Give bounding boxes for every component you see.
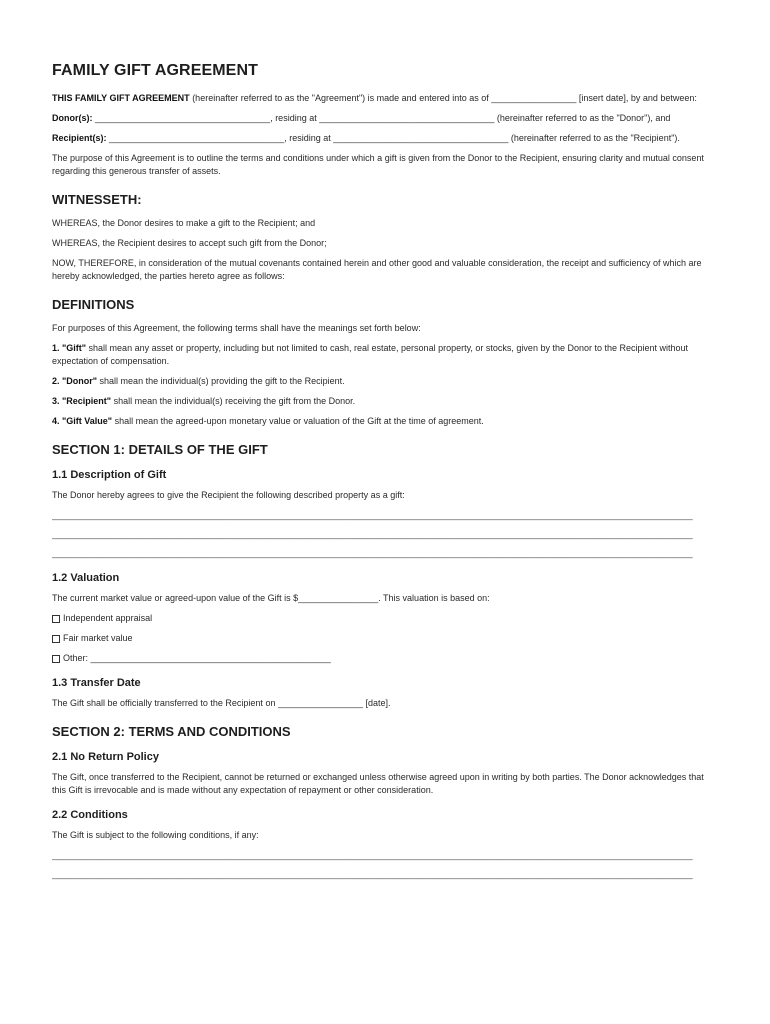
document-page bbox=[52, 62, 720, 887]
definition-text: shall mean the individual(s) providing the gift to the Recipient. bbox=[97, 376, 345, 386]
section-2-2-heading: 2.2 Conditions bbox=[52, 809, 128, 821]
whereas-1: WHEREAS, the Donor desires to make a gift to the Recipient; and bbox=[52, 218, 316, 228]
definition-text: shall mean the individual(s) receiving the gift from the Donor. bbox=[111, 396, 356, 406]
now-therefore: NOW, THEREFORE, in consideration of the mutual covenants contained herein and other good and valuable consideration, the receipt and sufficiency of which are hereby acknowledged, the parties hereto agree as follows: bbox=[52, 258, 702, 281]
section2-heading: SECTION 2: TERMS AND CONDITIONS bbox=[52, 724, 291, 739]
recipient-paragraph bbox=[52, 132, 720, 145]
section1-heading: SECTION 1: DETAILS OF THE GIFT bbox=[52, 442, 268, 457]
definition-term: 4. "Gift Value" bbox=[52, 416, 113, 426]
checkbox-icon[interactable] bbox=[52, 655, 60, 663]
section-2-1-heading: 2.1 No Return Policy bbox=[52, 751, 159, 763]
definition-item bbox=[52, 375, 720, 388]
section-1-1-text: The Donor hereby agrees to give the Recipient the following described property as a gift: bbox=[52, 490, 405, 500]
option-label: Independent appraisal bbox=[63, 613, 153, 623]
recipient-text: ___________________________________, residing at ___________________________________ (hereinafter referred to as the "Recipient"). bbox=[106, 133, 680, 143]
checkbox-icon[interactable] bbox=[52, 615, 60, 623]
purpose-paragraph: The purpose of this Agreement is to outline the terms and conditions under which a gift is given from the Donor to the Recipient, ensuring clarity and mutual consent regarding this generous transfer of assets. bbox=[52, 153, 704, 176]
conditions-line-2[interactable]: ________________________________________________________________________________________________________________________________ bbox=[52, 869, 693, 879]
section-1-1-heading: 1.1 Description of Gift bbox=[52, 469, 167, 481]
transfer-date-text: The Gift shall be officially transferred to the Recipient on _________________ [date]. bbox=[52, 698, 391, 708]
definition-item bbox=[52, 395, 720, 408]
intro-text: (hereinafter referred to as the "Agreement") is made and entered into as of _________________ [insert date], by and between: bbox=[189, 93, 697, 103]
definition-text: shall mean the agreed-upon monetary value or valuation of the Gift at the time of agreement. bbox=[112, 416, 484, 426]
definitions-intro: For purposes of this Agreement, the following terms shall have the meanings set forth below: bbox=[52, 323, 421, 333]
definition-item bbox=[52, 415, 720, 428]
definition-term: 2. "Donor" bbox=[52, 376, 98, 386]
intro-paragraph bbox=[52, 92, 720, 105]
section-1-3-heading: 1.3 Transfer Date bbox=[52, 677, 141, 689]
intro-lead: THIS FAMILY GIFT AGREEMENT bbox=[52, 93, 190, 103]
donor-paragraph bbox=[52, 112, 720, 125]
donor-label: Donor(s): bbox=[52, 113, 93, 123]
description-line-3[interactable]: ________________________________________________________________________________________________________________________________ bbox=[52, 548, 693, 558]
recipient-label: Recipient(s): bbox=[52, 133, 107, 143]
definition-term: 3. "Recipient" bbox=[52, 396, 112, 406]
option-fair-market-value[interactable] bbox=[52, 632, 720, 645]
definition-term: 1. "Gift" bbox=[52, 343, 87, 353]
document-title: FAMILY GIFT AGREEMENT bbox=[52, 62, 258, 79]
conditions-line-1[interactable]: ________________________________________________________________________________________________________________________________ bbox=[52, 850, 693, 860]
option-other[interactable] bbox=[52, 652, 720, 665]
definitions-heading: DEFINITIONS bbox=[52, 297, 135, 312]
valuation-text: The current market value or agreed-upon value of the Gift is $________________. This valuation is based on: bbox=[52, 593, 490, 603]
conditions-text: The Gift is subject to the following conditions, if any: bbox=[52, 830, 259, 840]
definition-item bbox=[52, 342, 720, 368]
donor-text: ___________________________________, residing at ___________________________________ (hereinafter referred to as the "Donor"), and bbox=[92, 113, 671, 123]
checkbox-icon[interactable] bbox=[52, 635, 60, 643]
definition-text: shall mean any asset or property, including but not limited to cash, real estate, personal property, or stocks, given by the Donor to the Recipient without expectation of compensation. bbox=[52, 343, 689, 366]
whereas-2: WHEREAS, the Recipient desires to accept such gift from the Donor; bbox=[52, 238, 327, 248]
description-line-2[interactable]: ________________________________________________________________________________________________________________________________ bbox=[52, 529, 693, 539]
witnesseth-heading: WITNESSETH: bbox=[52, 192, 142, 207]
section-1-2-heading: 1.2 Valuation bbox=[52, 572, 120, 584]
option-independent-appraisal[interactable] bbox=[52, 612, 720, 625]
option-label: Other: ________________________________________________ bbox=[63, 653, 331, 663]
no-return-text: The Gift, once transferred to the Recipient, cannot be returned or exchanged unless otherwise agreed upon in writing by both parties. The Donor acknowledges that this Gift is irrevocable and is made without any expectation of repayment or other consideration. bbox=[52, 772, 704, 795]
description-line-1[interactable]: ________________________________________________________________________________________________________________________________ bbox=[52, 510, 693, 520]
option-label: Fair market value bbox=[63, 633, 133, 643]
